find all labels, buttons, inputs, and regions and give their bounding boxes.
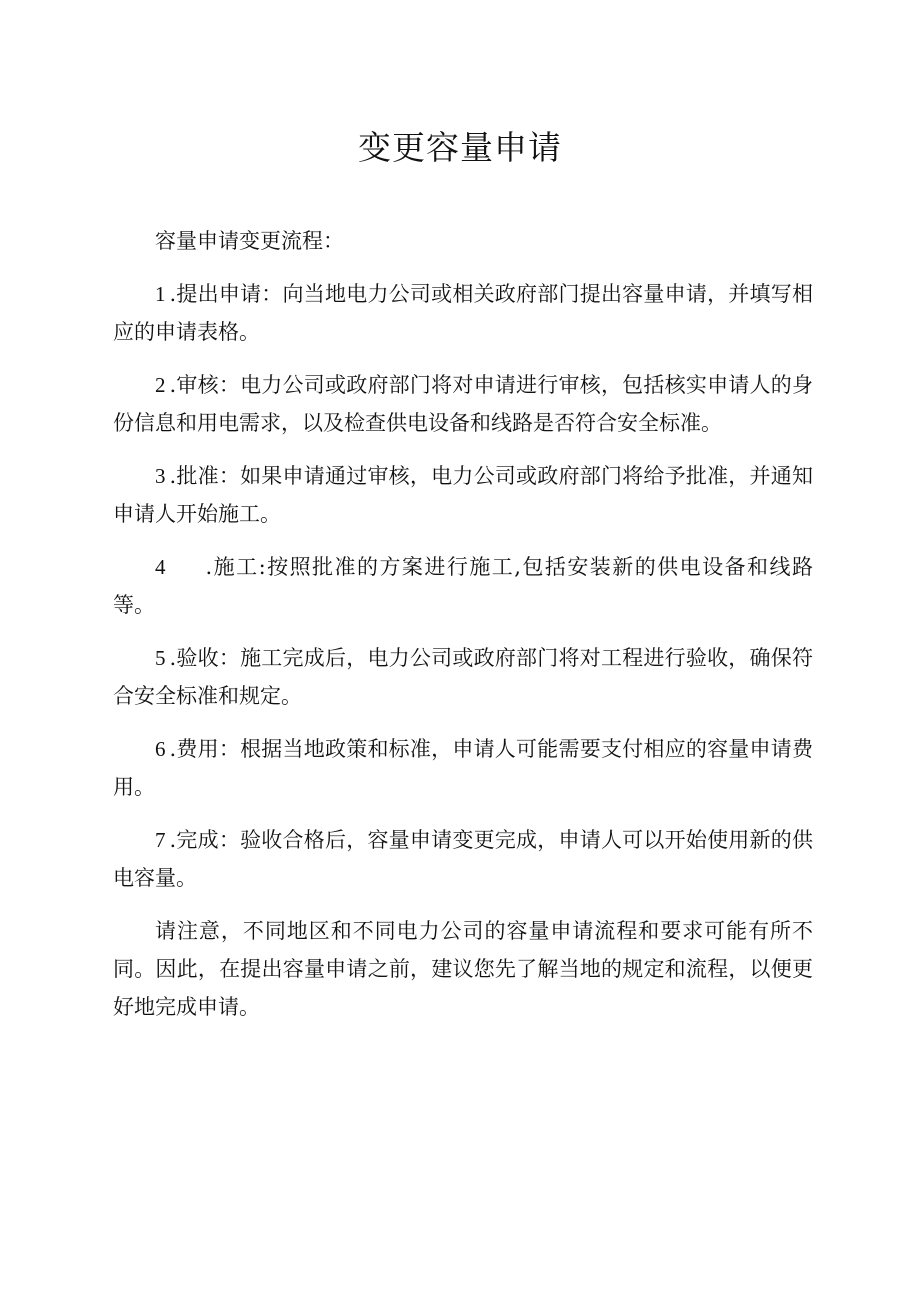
step-text: .施工:按照批准的方案进行施工,包括安装新的供电设备和线路等。 xyxy=(113,555,813,617)
document-title: 变更容量申请 xyxy=(358,128,562,167)
step-number: 3 xyxy=(155,464,166,488)
note-paragraph: 请注意，不同地区和不同电力公司的容量申请流程和要求可能有所不同。因此，在提出容量申请之前，建议您先了解当地的规定和流程，以便更好地完成申请。 xyxy=(113,919,813,1019)
step-text: .完成：验收合格后，容量申请变更完成，申请人可以开始使用新的供电容量。 xyxy=(113,828,813,890)
step-number: 1 xyxy=(155,282,166,306)
step-paragraph-5 xyxy=(113,639,813,715)
step-paragraph-6 xyxy=(113,730,813,806)
step-number: 4 xyxy=(155,555,166,579)
intro-paragraph: 容量申请变更流程： xyxy=(155,229,344,253)
step-number: 6 xyxy=(155,737,166,761)
step-paragraph-4 xyxy=(113,548,813,624)
step-text: .验收：施工完成后，电力公司或政府部门将对工程进行验收，确保符合安全标准和规定。 xyxy=(113,646,813,708)
step-paragraph-7 xyxy=(113,821,813,897)
step-text: .费用：根据当地政策和标准，申请人可能需要支付相应的容量申请费用。 xyxy=(113,737,813,799)
step-text: .批准：如果申请通过审核，电力公司或政府部门将给予批准，并通知申请人开始施工。 xyxy=(113,464,813,526)
step-paragraph-2 xyxy=(113,366,813,442)
document-body xyxy=(113,222,813,1041)
step-text: .提出申请：向当地电力公司或相关政府部门提出容量申请，并填写相应的申请表格。 xyxy=(113,282,813,344)
step-number: 2 xyxy=(155,373,166,397)
step-number: 7 xyxy=(155,828,166,852)
step-paragraph-1 xyxy=(113,275,813,351)
step-number: 5 xyxy=(155,646,166,670)
step-paragraph-3 xyxy=(113,457,813,533)
step-text: .审核：电力公司或政府部门将对申请进行审核，包括核实申请人的身份信息和用电需求，以及检查供电设备和线路是否符合安全标准。 xyxy=(113,373,813,435)
